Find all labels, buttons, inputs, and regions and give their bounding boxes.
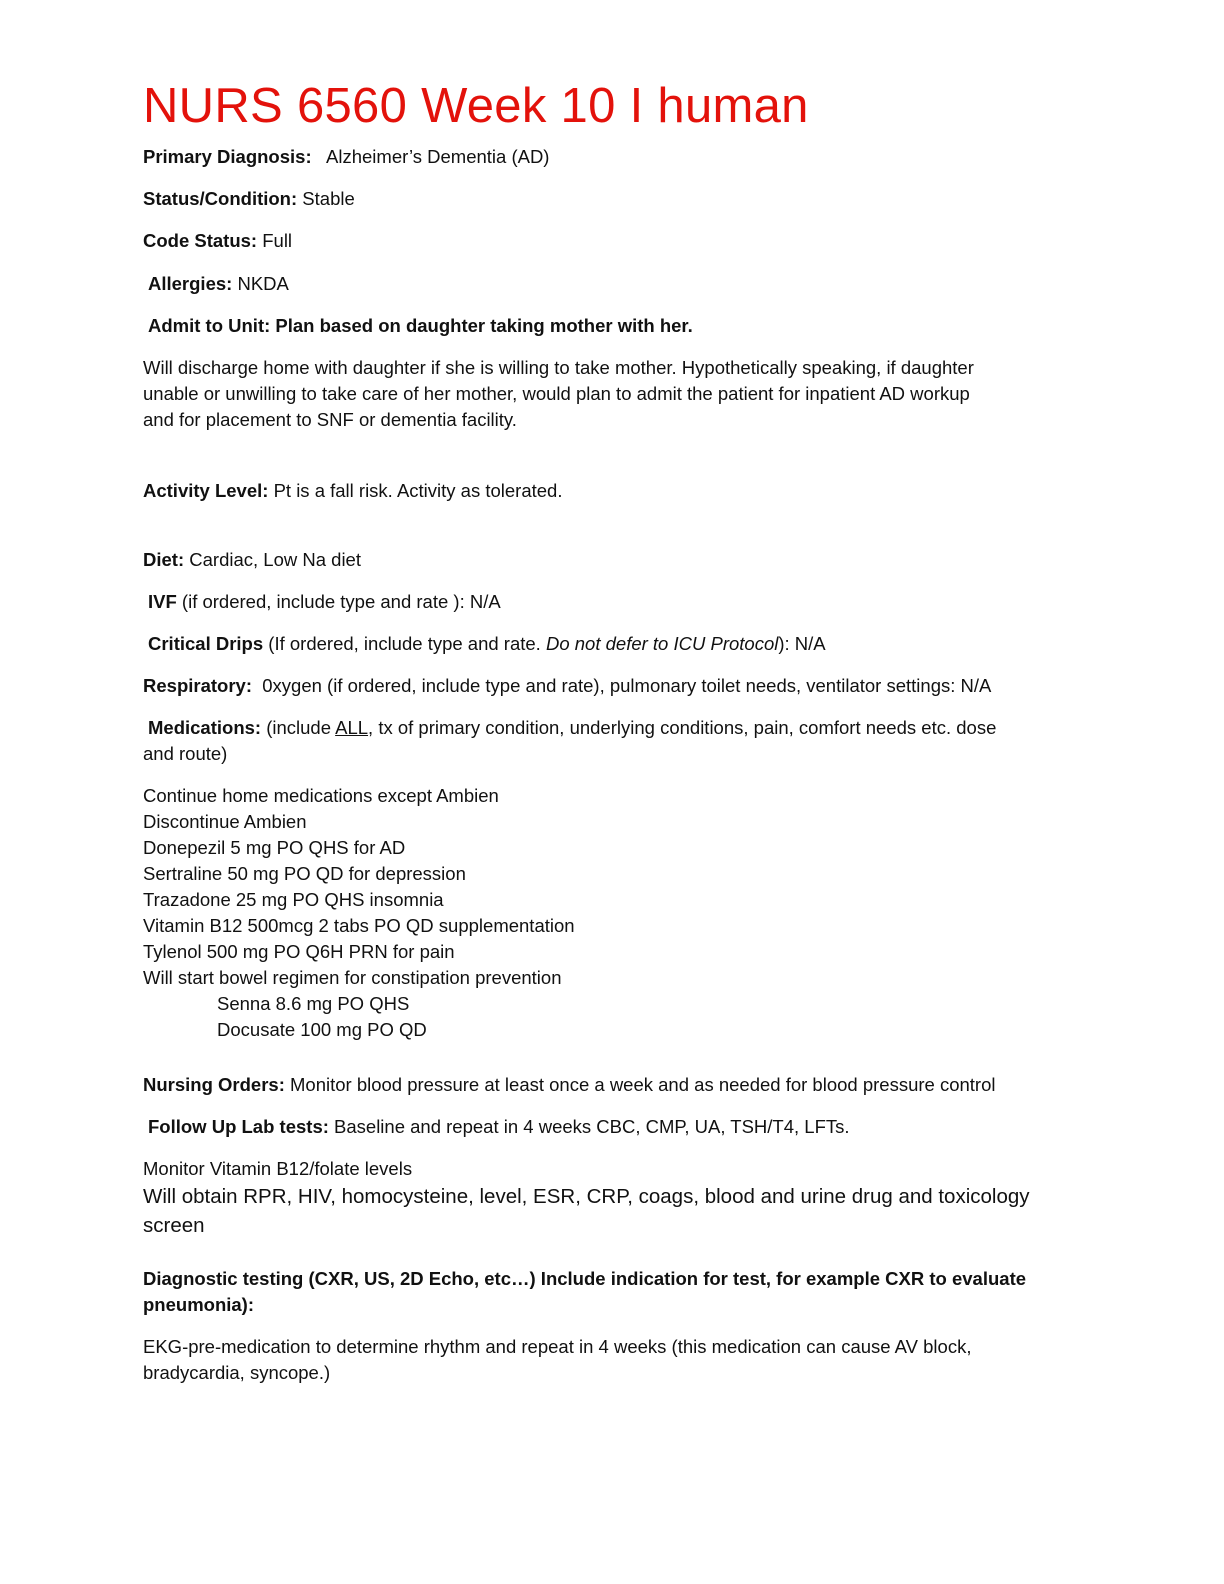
diagnostic-testing-heading (143, 1266, 1083, 1318)
respiratory (143, 673, 1083, 699)
obtain-labs (143, 1182, 1083, 1240)
primary-diagnosis-label: Primary Diagnosis: (143, 146, 312, 167)
diet-value: Cardiac, Low Na diet (189, 549, 361, 570)
diagnostic-testing-text (143, 1334, 1083, 1386)
ivf-value: (if ordered, include type and rate ): N/A (181, 591, 501, 612)
allergies-value: NKDA (237, 273, 289, 294)
diagnostic-text-line: bradycardia, syncope.) (143, 1362, 331, 1383)
ivf (143, 589, 1083, 615)
diagnostic-label-line: Diagnostic testing (CXR, US, 2D Echo, etc…) Include indication for test, for example CXR to evaluate (143, 1268, 1027, 1289)
obtain-line: screen (143, 1214, 205, 1237)
monitor-b12: Monitor Vitamin B12/folate levels (143, 1158, 413, 1179)
admit-paragraph (143, 355, 1083, 433)
medication-item: Trazadone 25 mg PO QHS insomnia (143, 889, 444, 910)
code-status-value: Full (262, 230, 293, 251)
status-value: Stable (302, 188, 355, 209)
critical-drips (143, 631, 1083, 657)
medications-line-1 (143, 715, 1083, 741)
obtain-line: Will obtain RPR, HIV, homocysteine, level, ESR, CRP, coags, blood and urine drug and toxicology (143, 1185, 1030, 1208)
activity-level (143, 478, 1083, 504)
admit-paragraph-line: unable or unwilling to take care of her mother, would plan to admit the patient for inpatient AD workup (143, 383, 970, 404)
follow-up-label: Follow Up Lab tests: (148, 1116, 329, 1137)
medication-item: Will start bowel regimen for constipation prevention (143, 967, 562, 988)
admit-to-unit: Admit to Unit: Plan based on daughter taking mother with her. (148, 315, 693, 336)
medications-pre: (include (266, 717, 336, 738)
medications-post: , tx of primary condition, underlying conditions, pain, comfort needs etc. dose (368, 717, 997, 738)
critical-drips-label: Critical Drips (148, 633, 264, 654)
medication-sub-item: Senna 8.6 mg PO QHS (217, 993, 410, 1014)
critical-drips-italic: Do not defer to ICU Protocol (545, 633, 779, 654)
follow-up-labs (143, 1114, 1083, 1140)
nursing-orders-value: Monitor blood pressure at least once a week and as needed for blood pressure control (290, 1074, 996, 1095)
allergies (143, 271, 1083, 297)
medications-label: Medications: (148, 717, 262, 738)
diagnostic-label-line: pneumonia): (143, 1294, 254, 1315)
primary-diagnosis-value: Alzheimer’s Dementia (AD) (326, 146, 550, 167)
critical-drips-pre: (If ordered, include type and rate. (268, 633, 546, 654)
medication-item: Vitamin B12 500mcg 2 tabs PO QD supplementation (143, 915, 575, 936)
medication-item: Sertraline 50 mg PO QD for depression (143, 863, 466, 884)
ivf-label: IVF (148, 591, 177, 612)
respiratory-value: 0xygen (if ordered, include type and rate), pulmonary toilet needs, ventilator settings: N/A (262, 675, 992, 696)
medication-item: Tylenol 500 mg PO Q6H PRN for pain (143, 941, 455, 962)
medication-list (143, 783, 1083, 1043)
document-page (143, 78, 1083, 1386)
status-condition (143, 186, 1083, 212)
code-status-label: Code Status: (143, 230, 258, 251)
medications-line-2: and route) (143, 743, 228, 764)
medications-underlined: ALL (335, 717, 369, 738)
diagnostic-text-line: EKG-pre-medication to determine rhythm and repeat in 4 weeks (this medication can cause AV block, (143, 1336, 972, 1357)
code-status (143, 228, 1083, 254)
diet (143, 547, 1083, 573)
follow-up-value: Baseline and repeat in 4 weeks CBC, CMP, UA, TSH/T4, LFTs. (334, 1116, 850, 1137)
diet-label: Diet: (143, 549, 185, 570)
admit-paragraph-line: Will discharge home with daughter if she is willing to take mother. Hypothetically speaking, if daughter (143, 357, 974, 378)
document-title: NURS 6560 Week 10 I human (143, 79, 809, 133)
respiratory-label: Respiratory: (143, 675, 252, 696)
medication-item: Continue home medications except Ambien (143, 785, 499, 806)
nursing-orders (143, 1072, 1083, 1098)
admit-paragraph-line: and for placement to SNF or dementia facility. (143, 409, 517, 430)
activity-value: Pt is a fall risk. Activity as tolerated. (273, 480, 563, 501)
medication-sub-item: Docusate 100 mg PO QD (217, 1019, 427, 1040)
medications-header (143, 715, 1083, 767)
status-label: Status/Condition: (143, 188, 298, 209)
medication-item: Discontinue Ambien (143, 811, 307, 832)
activity-label: Activity Level: (143, 480, 269, 501)
primary-diagnosis (143, 144, 1083, 170)
medication-item: Donepezil 5 mg PO QHS for AD (143, 837, 406, 858)
critical-drips-post: ): N/A (778, 633, 826, 654)
allergies-label: Allergies: (148, 273, 233, 294)
nursing-orders-label: Nursing Orders: (143, 1074, 285, 1095)
